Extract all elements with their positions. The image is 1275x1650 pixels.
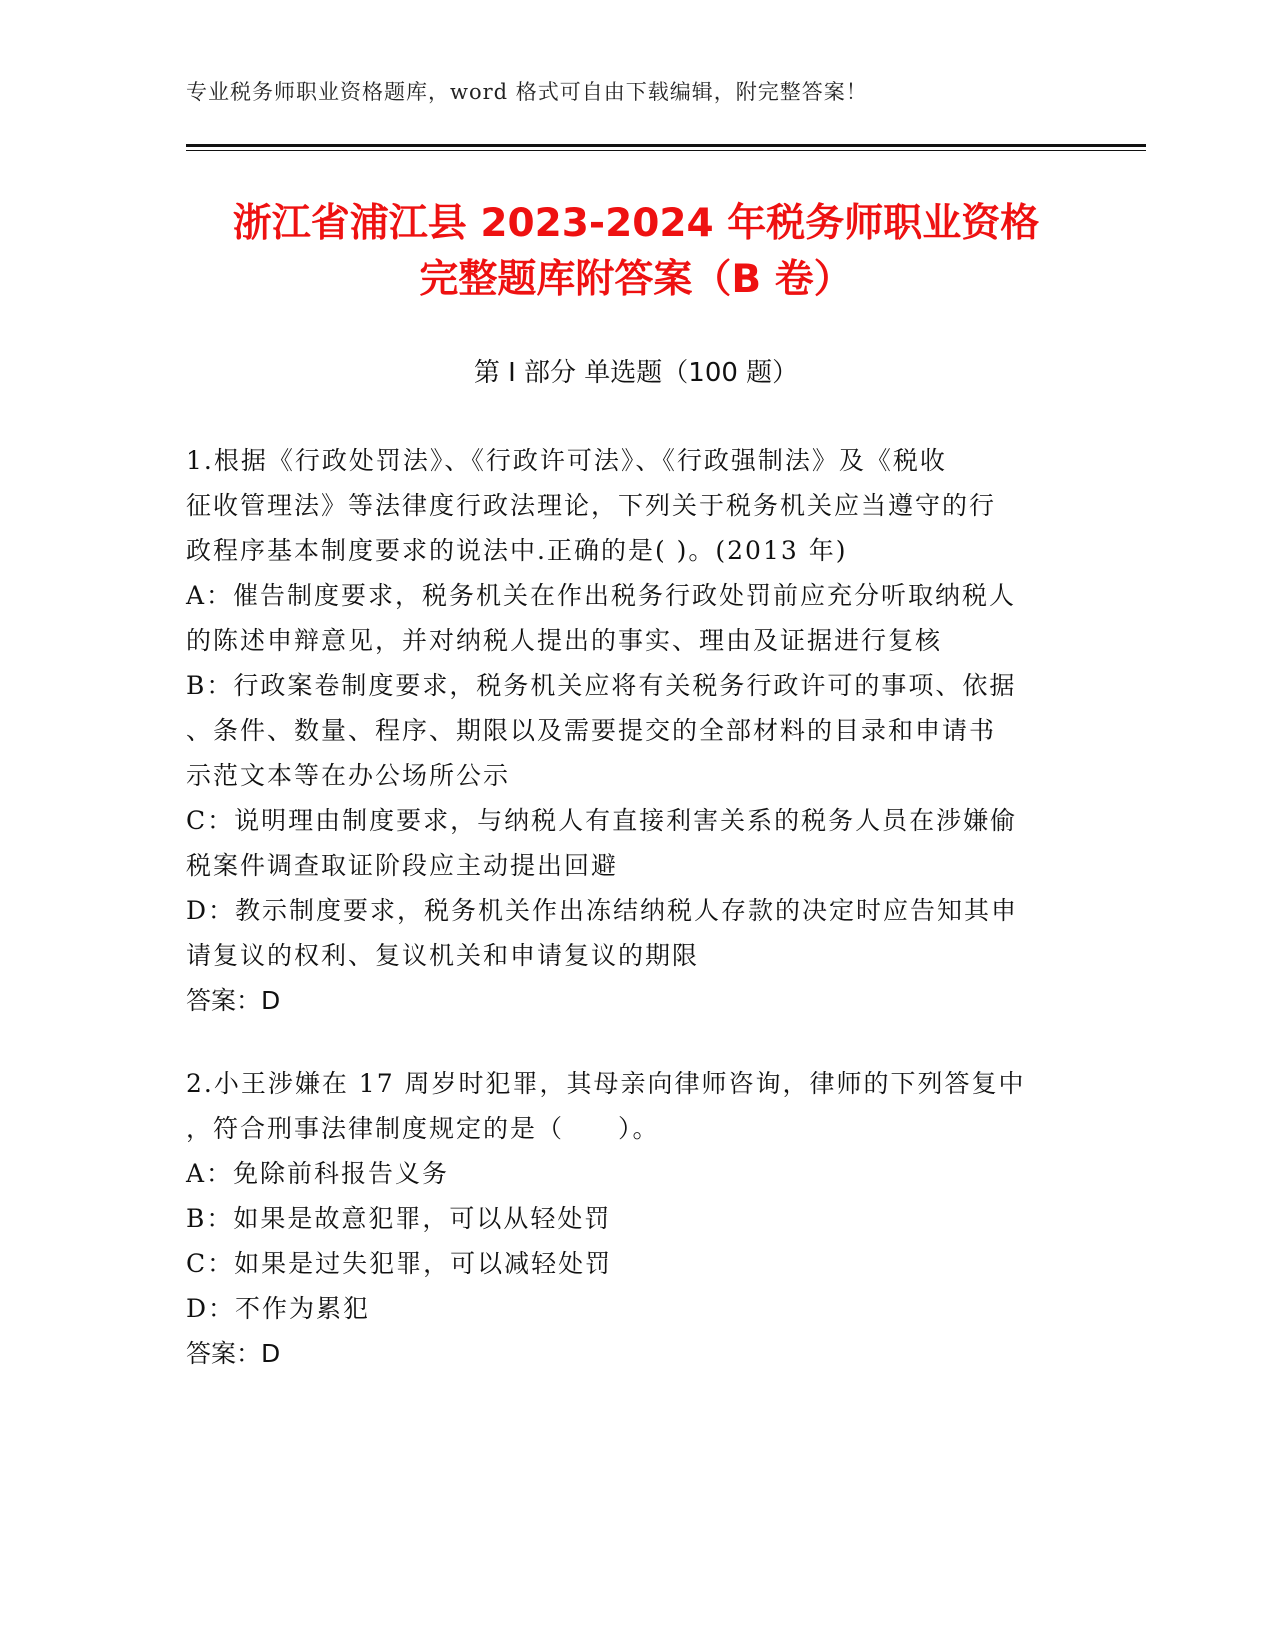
question-1-option-b-line-1: B：行政案卷制度要求，税务机关应将有关税务行政许可的事项、依据 [186, 671, 1017, 700]
document-title-line-1: 浙江省浦江县 2023-2024 年税务师职业资格 [232, 201, 1040, 246]
question-1-option-b-line-2: 、条件、数量、程序、期限以及需要提交的全部材料的目录和申请书 [186, 716, 997, 745]
question-2-option-c: C：如果是过失犯罪，可以减轻处罚 [186, 1249, 613, 1278]
question-2-option-d: D：不作为累犯 [186, 1294, 371, 1323]
document-title-line-2: 完整题库附答案（B 卷） [419, 257, 853, 302]
question-2-option-a: A：免除前科报告义务 [186, 1159, 450, 1188]
question-2-line-2: ，符合刑事法律制度规定的是（ ）。 [186, 1114, 660, 1143]
question-1-option-c-line-2: 税案件调查取证阶段应主动提出回避 [186, 851, 619, 880]
question-2-answer: 答案：D [186, 1339, 281, 1368]
question-1-option-c-line-1: C：说明理由制度要求，与纳税人有直接利害关系的税务人员在涉嫌偷 [186, 806, 1018, 835]
question-1-option-d-line-1: D：教示制度要求，税务机关作出冻结纳税人存款的决定时应告知其申 [186, 896, 1019, 925]
question-1-line-2: 征收管理法》等法律度行政法理论，下列关于税务机关应当遵守的行 [186, 491, 997, 520]
header-rule-thin [186, 150, 1146, 151]
question-1-option-a-line-2: 的陈述申辩意见，并对纳税人提出的事实、理由及证据进行复核 [186, 626, 943, 655]
question-1-line-1: 1.根据《行政处罚法》、《行政许可法》、《行政强制法》及《税收 [186, 446, 947, 475]
question-1-answer: 答案：D [186, 986, 281, 1015]
section-heading: 第 I 部分 单选题（100 题） [473, 358, 799, 388]
header-note: 专业税务师职业资格题库，word 格式可自由下载编辑，附完整答案！ [186, 80, 868, 104]
header-rule-thick [186, 144, 1146, 147]
question-1-option-b-line-3: 示范文本等在办公场所公示 [186, 761, 511, 790]
question-2 [186, 1061, 1076, 1376]
question-2-line-1: 2.小王涉嫌在 17 周岁时犯罪，其母亲向律师咨询，律师的下列答复中 [186, 1069, 1026, 1098]
question-1 [186, 438, 1076, 1023]
document-title [186, 196, 1086, 308]
question-1-option-a-line-1: A：催告制度要求，税务机关在作出税务行政处罚前应充分听取纳税人 [186, 581, 1017, 610]
question-1-line-3: 政程序基本制度要求的说法中.正确的是( )。(2013 年) [186, 536, 848, 565]
question-1-option-d-line-2: 请复议的权利、复议机关和申请复议的期限 [186, 941, 700, 970]
question-2-option-b: B：如果是故意犯罪，可以从轻处罚 [186, 1204, 612, 1233]
question-list [186, 438, 1076, 1414]
